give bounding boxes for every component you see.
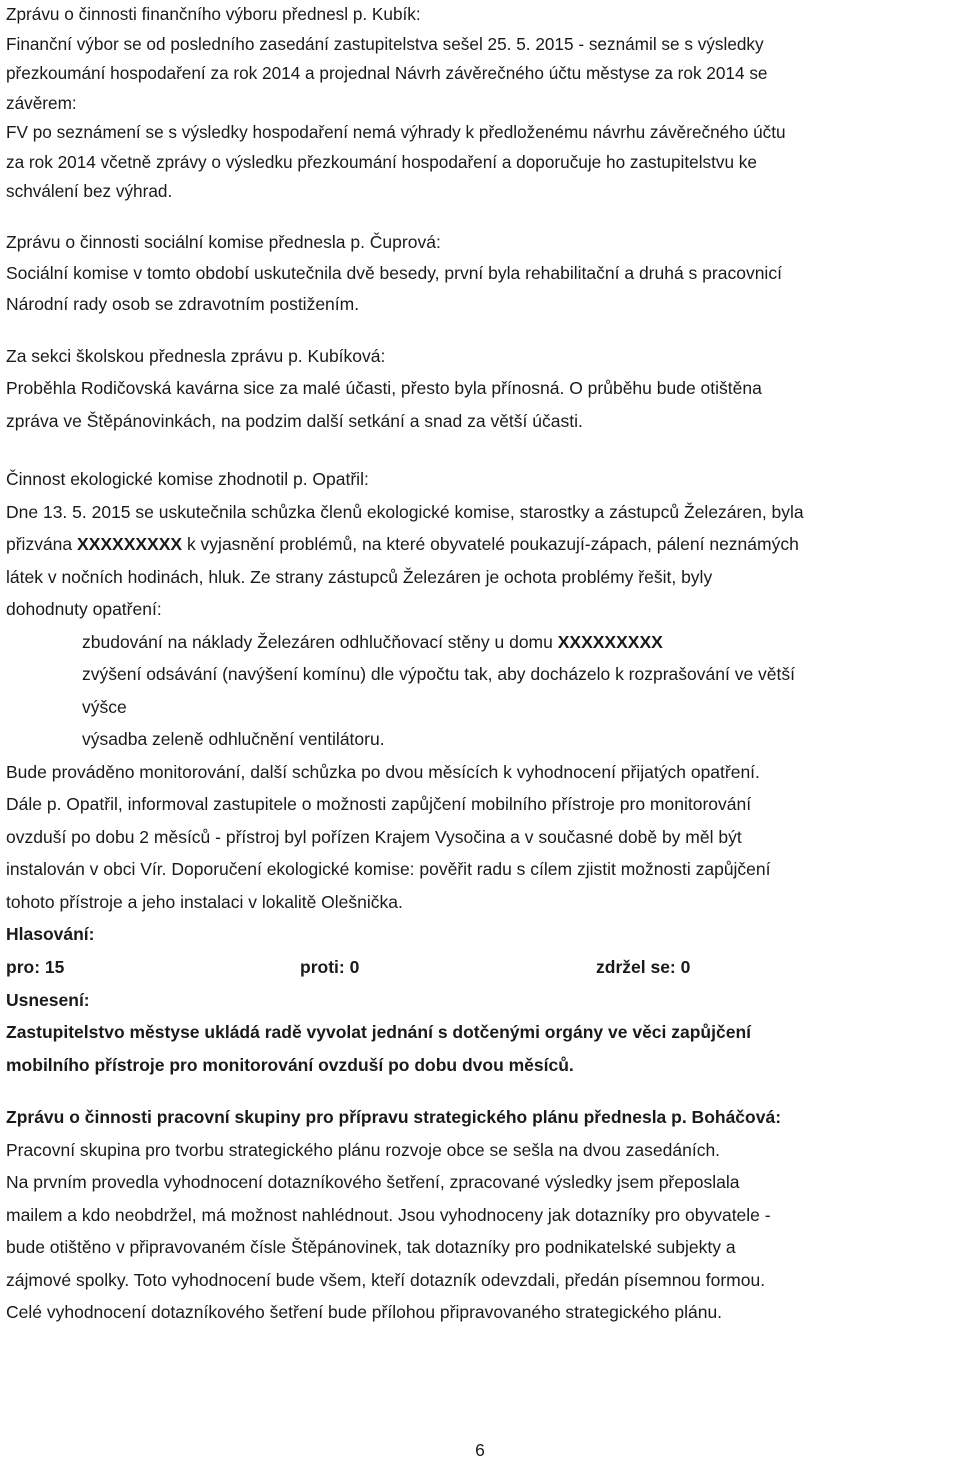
measure-item: výsadba zeleně odhlučnění ventilátoru.	[82, 729, 385, 749]
vote-abstain: zdržel se: 0	[596, 956, 691, 977]
paragraph-line: Finanční výbor se od posledního zasedání zastupitelstva sešel 25. 5. 2015 - seznámil se s výsledky	[6, 33, 764, 54]
page-number: 6	[475, 1440, 485, 1460]
paragraph-line: instalován v obci Vír. Doporučení ekologické komise: pověřit radu s cílem zjistit možnosti zapůjčení	[6, 859, 771, 879]
paragraph-line: bude otištěno v připravovaném čísle Štěpánovinek, tak dotazníky pro podnikatelské subjekty a	[6, 1237, 736, 1257]
paragraph-line: Sociální komise v tomto období uskutečnila dvě besedy, první byla rehabilitační a druhá s pracovnicí	[6, 262, 782, 283]
paragraph-line: Dále p. Opatřil, informoval zastupitele o možnosti zapůjčení mobilního přístroje pro monitorování	[6, 794, 752, 814]
paragraph-line: závěrem:	[6, 92, 77, 113]
paragraph-line: Dne 13. 5. 2015 se uskutečnila schůzka členů ekologické komise, starostky a zástupců Železáren, byla	[6, 501, 804, 522]
spacer	[6, 437, 956, 463]
redacted-address: XXXXXXXXX	[557, 631, 663, 652]
paragraph-line: Na prvním provedla vyhodnocení dotazníkového šetření, zpracované výsledky jsem přeposlala	[6, 1172, 740, 1192]
paragraph-line: zájmové spolky. Toto vyhodnocení bude všem, kteří dotazník odevzdali, předán písemnou formou.	[6, 1269, 766, 1290]
finance-committee-section	[6, 0, 956, 207]
school-heading: Za sekci školskou přednesla zprávu p. Kubíková:	[6, 345, 386, 366]
paragraph-line	[6, 528, 956, 561]
paragraph-line: zpráva ve Štěpánovinkách, na podzim další setkání a snad za větší účasti.	[6, 410, 583, 431]
paragraph-line: Celé vyhodnocení dotazníkového šetření bude přílohou připravovaného strategického plánu.	[6, 1302, 723, 1322]
paragraph-line: ovzduší po dobu 2 měsíců - přístroj byl pořízen Krajem Vysočina a v současné době by měl být	[6, 826, 742, 847]
finance-heading: Zprávu o činnosti finančního výboru přednesl p. Kubík:	[6, 4, 421, 24]
spacer	[6, 1081, 956, 1101]
social-committee-section	[6, 227, 956, 320]
paragraph-line: mailem a kdo neobdržel, má možnost nahlédnout. Jsou vyhodnoceny jak dotazníky pro obyvatele -	[6, 1204, 771, 1225]
paragraph-line: Pracovní skupina pro tvorbu strategického plánu rozvoje obce se sešla na dvou zasedáních.	[6, 1139, 721, 1160]
paragraph-line: přezkoumání hospodaření za rok 2014 a projednal Návrh závěrečného účtu městyse za rok 2014 se	[6, 63, 768, 83]
ecology-heading: Činnost ekologické komise zhodnotil p. Opatřil:	[6, 469, 369, 489]
resolution-label: Usnesení:	[6, 989, 90, 1010]
vote-results	[6, 951, 956, 984]
spacer	[6, 207, 956, 227]
vote-against: proti: 0	[300, 956, 360, 977]
measure-item-continuation: výšce	[82, 696, 127, 717]
resolution-text: mobilního přístroje pro monitorování ovzduší po dobu dvou měsíců.	[6, 1054, 574, 1075]
school-section	[6, 340, 956, 438]
ecology-committee-section	[6, 463, 956, 918]
paragraph-line: látek v nočních hodinách, hluk. Ze strany zástupců Železáren je ochota problémy řešit, byly	[6, 566, 713, 587]
vote-section	[6, 918, 956, 1081]
paragraph-line: Národní rady osob se zdravotním postižením.	[6, 293, 360, 314]
vote-for: pro: 15	[6, 956, 65, 977]
paragraph-line: Proběhla Rodičovská kavárna sice za malé účasti, přesto byla přínosná. O průběhu bude otištěna	[6, 378, 762, 398]
social-heading: Zprávu o činnosti sociální komise přednesla p. Čuprová:	[6, 231, 441, 252]
document-page	[6, 0, 956, 1329]
paragraph-line: dohodnuty opatření:	[6, 599, 162, 619]
measure-item	[6, 626, 956, 659]
resolution-text: Zastupitelstvo městyse ukládá radě vyvolat jednání s dotčenými orgány ve věci zapůjčení	[6, 1022, 751, 1042]
strategy-group-section	[6, 1101, 956, 1329]
paragraph-line: schválení bez výhrad.	[6, 181, 173, 201]
text-fragment: přizvána	[6, 534, 78, 554]
measure-item: zvýšení odsávání (navýšení komínu) dle výpočtu tak, aby docházelo k rozprašování ve větší	[82, 664, 796, 684]
vote-label: Hlasování:	[6, 924, 95, 944]
text-fragment: zbudování na náklady Železáren odhlučňovací stěny u domu	[82, 631, 558, 652]
text-fragment: k vyjasnění problémů, na které obyvatelé poukazují-zápach, pálení neznámých	[182, 534, 799, 554]
paragraph-line: tohoto přístroje a jeho instalaci v lokalitě Olešnička.	[6, 891, 403, 912]
paragraph-line: Bude prováděno monitorování, další schůzka po dvou měsících k vyhodnocení přijatých opatření.	[6, 761, 760, 782]
paragraph-line: FV po seznámení se s výsledky hospodaření nemá výhrady k předloženému návrhu závěrečného účtu	[6, 122, 786, 142]
paragraph-line: za rok 2014 včetně zprávy o výsledku přezkoumání hospodaření a doporučuje ho zastupitelstvu ke	[6, 151, 757, 172]
redacted-name: XXXXXXXXX	[77, 534, 183, 554]
spacer	[6, 320, 956, 340]
strategy-heading: Zprávu o činnosti pracovní skupiny pro přípravu strategického plánu přednesla p. Boháčová:	[6, 1107, 782, 1127]
